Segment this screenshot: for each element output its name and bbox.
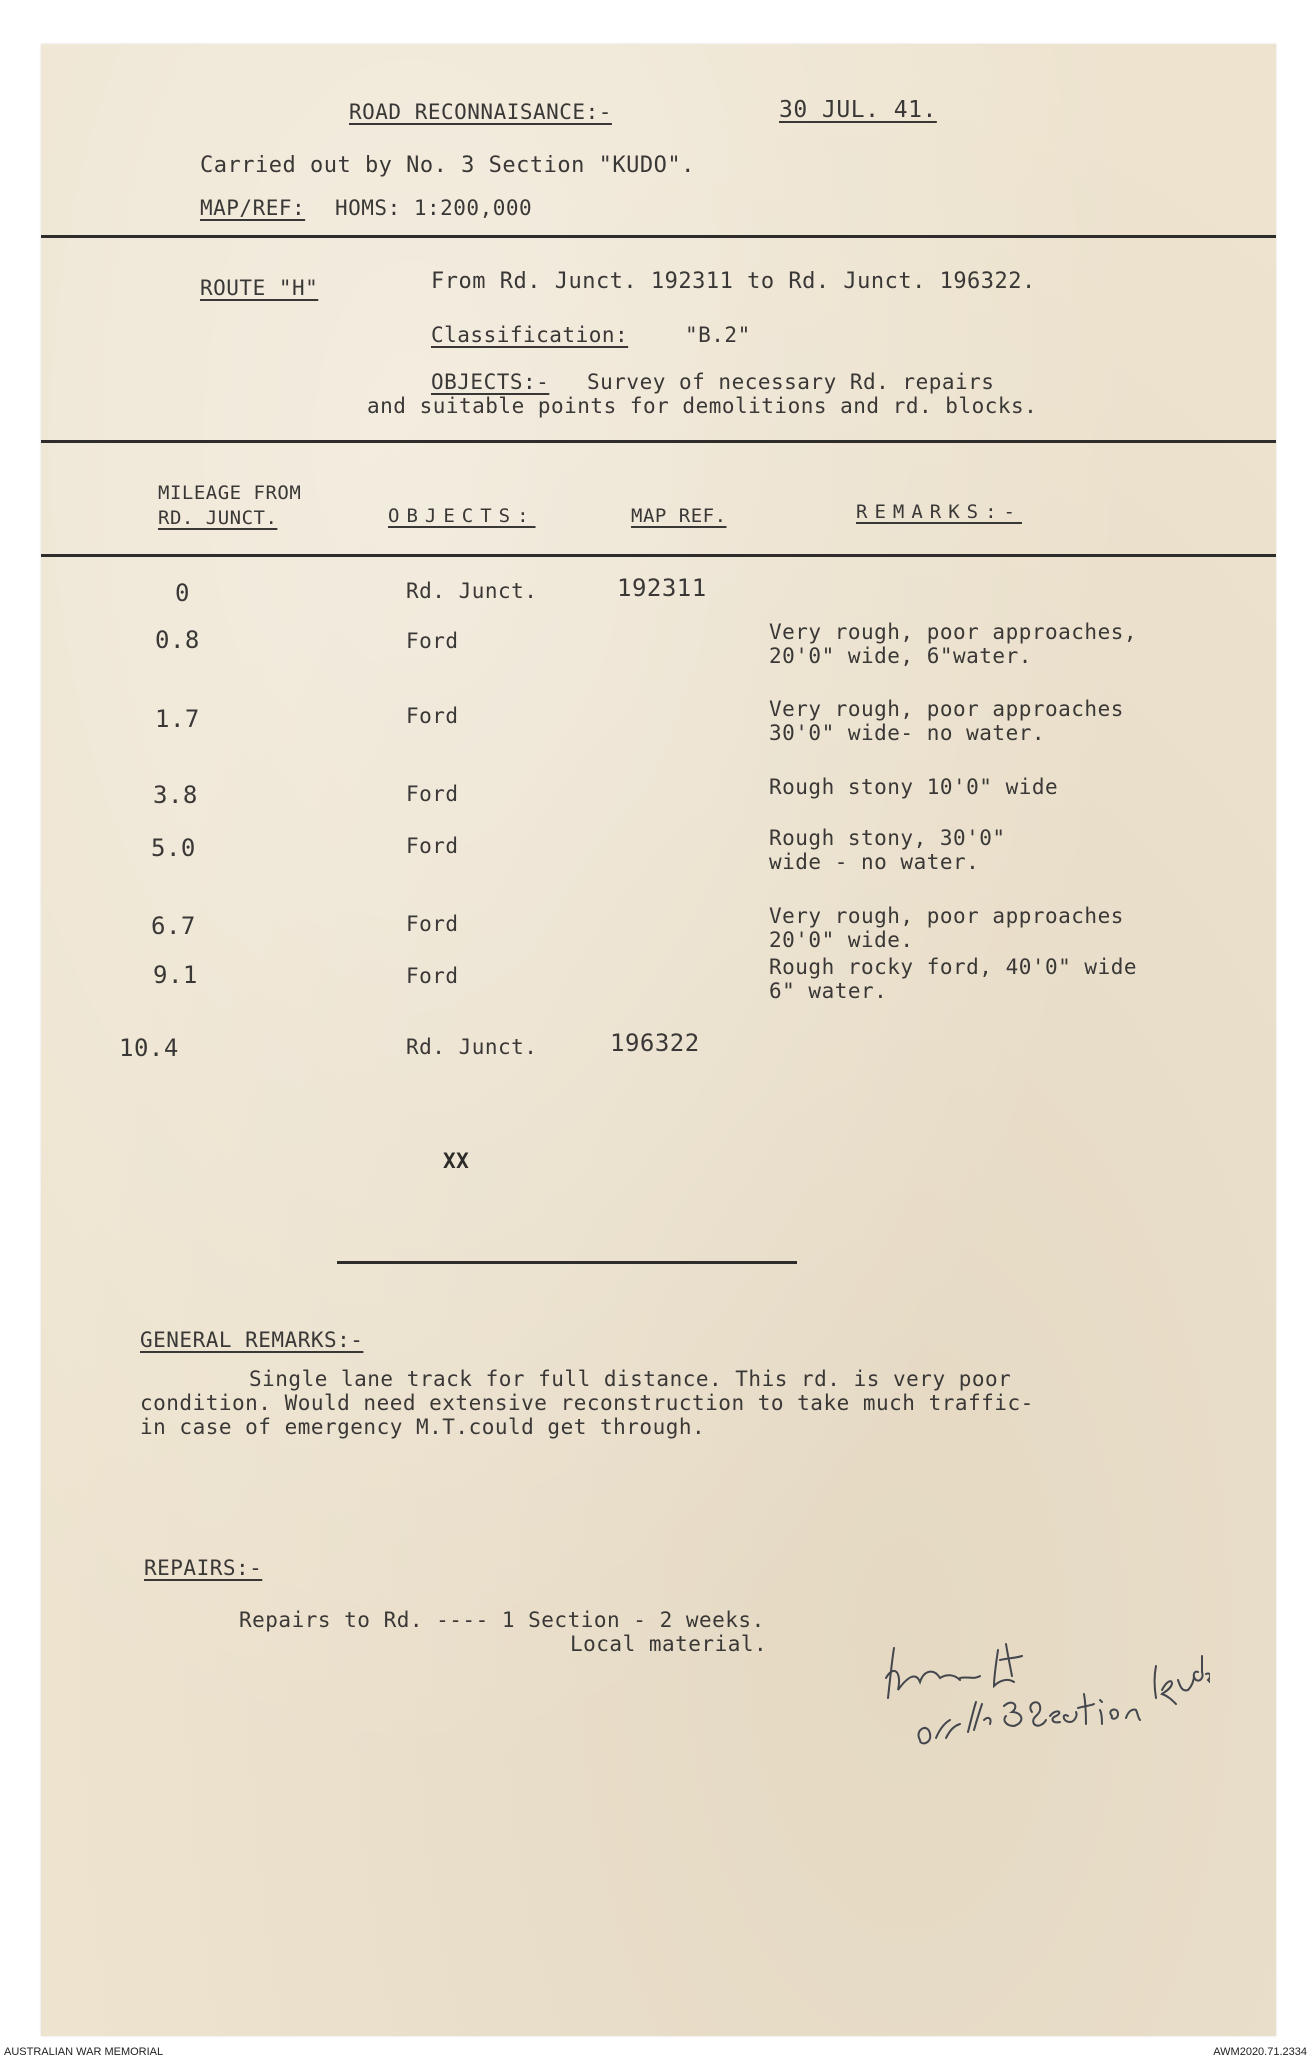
row-remarks-line-2: 30'0" wide- no water. <box>769 721 1046 745</box>
map-ref-value: HOMS: 1:200,000 <box>335 196 533 220</box>
row-remarks-line-1: Rough stony, 30'0" <box>769 826 1006 850</box>
row-map-ref: 192311 <box>617 574 707 602</box>
carried-out-line: Carried out by No. 3 Section "KUDO". <box>200 153 695 178</box>
col-remarks: REMARKS:- <box>856 501 1022 523</box>
general-remarks-line-1: Single lane track for full distance. This rd. is very poor <box>249 1367 1012 1391</box>
col-map-ref: MAP REF. <box>631 505 727 527</box>
doc-date: 30 JUL. 41. <box>779 97 937 123</box>
classification-value: "B.2" <box>685 323 751 347</box>
row-object: Ford <box>406 704 459 728</box>
handwritten-signature <box>880 1620 1210 1790</box>
row-remarks-line-2: 6" water. <box>769 979 888 1003</box>
row-mileage: 0 <box>175 579 190 607</box>
row-mileage: 10.4 <box>119 1034 179 1062</box>
row-remarks-line-1: Rough rocky ford, 40'0" wide <box>769 955 1138 979</box>
row-remarks-line-2: wide - no water. <box>769 850 980 874</box>
row-mileage: 0.8 <box>155 626 200 654</box>
classification-label: Classification: <box>431 323 629 347</box>
objects-line-1: Survey of necessary Rd. repairs <box>587 370 995 394</box>
divider-short <box>337 1261 797 1264</box>
repairs-line-1: Repairs to Rd. ---- 1 Section - 2 weeks. <box>239 1608 765 1632</box>
row-object: Ford <box>406 782 459 806</box>
row-map-ref: 196322 <box>610 1029 700 1057</box>
general-remarks-line-3: in case of emergency M.T.could get through. <box>140 1415 706 1439</box>
row-mileage: 1.7 <box>155 705 200 733</box>
route-from-to: From Rd. Junct. 192311 to Rd. Junct. 196322. <box>431 269 1036 294</box>
objects-line-2: and suitable points for demolitions and rd. blocks. <box>367 394 1038 418</box>
row-object: Ford <box>406 912 459 936</box>
col-objects: OBJECTS: <box>388 505 536 527</box>
divider-2 <box>41 440 1276 443</box>
row-object: Ford <box>406 834 459 858</box>
row-remarks-line-1: Very rough, poor approaches, <box>769 620 1138 644</box>
row-remarks-line-2: 20'0" wide, 6"water. <box>769 644 1032 668</box>
row-remarks-line-2: 20'0" wide. <box>769 928 914 952</box>
map-ref-label: MAP/REF: <box>200 196 306 220</box>
row-mileage: 3.8 <box>153 781 198 809</box>
row-mileage: 5.0 <box>151 834 196 862</box>
row-mileage: 9.1 <box>153 961 198 989</box>
col-mileage-line-1: MILEAGE FROM <box>158 482 302 504</box>
divider-1 <box>41 235 1276 238</box>
footer-reference: AWM2020.71.2334 <box>1213 2046 1307 2058</box>
footer-source: AUSTRALIAN WAR MEMORIAL <box>4 2046 164 2058</box>
row-object: Rd. Junct. <box>406 1035 538 1059</box>
row-remarks-line-1: Rough stony 10'0" wide <box>769 775 1059 799</box>
route-label: ROUTE "H" <box>200 276 319 300</box>
row-mileage: 6.7 <box>151 912 196 940</box>
repairs-line-2: Local material. <box>570 1632 768 1656</box>
overstrike-mark: XX <box>443 1149 470 1173</box>
row-object: Rd. Junct. <box>406 579 538 603</box>
general-remarks-line-2: condition. Would need extensive reconstruction to take much traffic- <box>140 1391 1034 1415</box>
row-object: Ford <box>406 629 459 653</box>
objects-label: OBJECTS:- <box>431 370 550 394</box>
row-object: Ford <box>406 964 459 988</box>
col-mileage-line-2: RD. JUNCT. <box>158 507 278 529</box>
repairs-label: REPAIRS:- <box>144 1556 263 1580</box>
row-remarks-line-1: Very rough, poor approaches <box>769 697 1124 721</box>
doc-title: ROAD RECONNAISANCE:- <box>349 100 612 124</box>
general-remarks-label: GENERAL REMARKS:- <box>140 1328 364 1352</box>
divider-3 <box>41 554 1276 557</box>
row-remarks-line-1: Very rough, poor approaches <box>769 904 1124 928</box>
